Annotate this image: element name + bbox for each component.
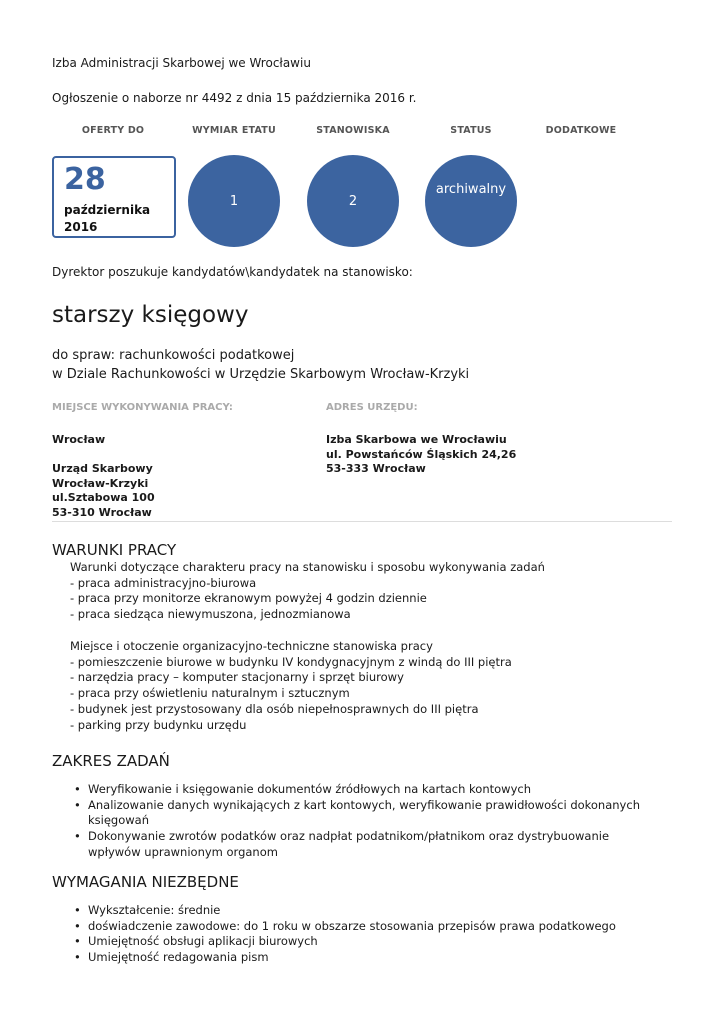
place-address <box>52 462 155 520</box>
header-oferty-do: OFERTY DO <box>81 125 145 136</box>
deadline-month: października <box>64 203 151 217</box>
intro-text: Dyrektor poszukuje kandydatów\kandydatek na stanowisko: <box>52 265 413 279</box>
announcement-title: Ogłoszenie o naborze nr 4492 z dnia 15 października 2016 r. <box>52 91 417 105</box>
divider <box>52 521 672 522</box>
header-wymiar-etatu: WYMIAR ETATU <box>192 125 276 136</box>
warunki-line: Warunki dotyczące charakteru pracy na stanowisku i sposobu wykonywania zadań <box>70 560 545 574</box>
department-line-1: do spraw: rachunkowości podatkowej <box>52 348 295 363</box>
status-circle <box>425 155 517 247</box>
warunki-line: - narzędzia pracy – komputer stacjonarny i sprzęt biurowy <box>70 670 404 685</box>
stanowiska-circle <box>307 155 399 247</box>
section-title-wymagania: WYMAGANIA NIEZBĘDNE <box>52 873 239 891</box>
warunki-line: - pomieszczenie biurowe w budynku IV kondygnacyjnym z windą do III piętra <box>70 654 512 669</box>
list-item: • Umiejętność obsługi aplikacji biurowych <box>74 934 674 950</box>
list-item: • doświadczenie zawodowe: do 1 roku w obszarze stosowania przepisów prawa podatkowego <box>74 919 674 935</box>
department-line-2: w Dziale Rachunkowości w Urzędzie Skarbowym Wrocław-Krzyki <box>52 367 470 382</box>
warunki-line: - praca przy oświetleniu naturalnym i sztucznym <box>70 686 350 701</box>
warunki-block-1 <box>70 560 545 623</box>
address-line: ul. Powstańców Śląskich 24,26 <box>326 447 517 461</box>
office-address <box>326 433 516 477</box>
stanowiska-value: 2 <box>348 193 358 209</box>
deadline-day: 28 <box>64 162 106 197</box>
list-item: • Weryfikowanie i księgowanie dokumentów źródłowych na kartach kontowych <box>74 782 674 798</box>
organization-name: Izba Administracji Skarbowej we Wrocławiu <box>52 56 311 70</box>
list-item: • Wykształcenie: średnie <box>74 903 674 919</box>
warunki-line: Miejsce i otoczenie organizacyjno-techniczne stanowiska pracy <box>70 639 433 653</box>
section-title-zakres: ZAKRES ZADAŃ <box>52 752 170 770</box>
header-status: STATUS <box>450 125 492 136</box>
warunki-line: - parking przy budynku urzędu <box>70 717 247 732</box>
deadline-box <box>52 156 176 238</box>
header-dodatkowe: DODATKOWE <box>545 125 617 136</box>
position-title: starszy księgowy <box>52 302 249 328</box>
list-item: • Dokonywanie zwrotów podatków oraz nadpłat podatnikom/płatnikom oraz dystrybuowanie wpływów uprawnionym organom <box>74 829 648 860</box>
address-line: Izba Skarbowa we Wrocławiu <box>326 433 507 446</box>
section-title-warunki: WARUNKI PRACY <box>52 541 177 559</box>
address-label: ADRES URZĘDU: <box>326 402 418 413</box>
warunki-line: - praca siedząca niewymuszona, jednozmianowa <box>70 607 351 622</box>
deadline-year: 2016 <box>64 220 98 234</box>
warunki-line: - budynek jest przystosowany dla osób niepełnosprawnych do III piętra <box>70 701 479 716</box>
wymagania-list <box>74 903 674 966</box>
status-value: archiwalny <box>435 182 507 197</box>
place-label: MIEJSCE WYKONYWANIA PRACY: <box>52 402 233 413</box>
place-line: Wrocław-Krzyki <box>52 476 149 490</box>
etat-value: 1 <box>229 193 239 209</box>
header-stanowiska: STANOWISKA <box>316 125 390 136</box>
list-item: • Umiejętność redagowania pism <box>74 950 674 966</box>
list-item: • Analizowanie danych wynikających z kart kontowych, weryfikowanie prawidłowości dokonanych księgowań <box>74 798 674 829</box>
warunki-line: - praca przy monitorze ekranowym powyżej 4 godzin dziennie <box>70 591 427 606</box>
address-line: 53-333 Wrocław <box>326 462 426 475</box>
warunki-block-2 <box>70 639 512 733</box>
place-city: Wrocław <box>52 433 106 446</box>
place-line: 53-310 Wrocław <box>52 505 152 519</box>
place-line: ul.Sztabowa 100 <box>52 491 155 504</box>
zakres-list <box>74 782 674 861</box>
warunki-line: - praca administracyjno-biurowa <box>70 575 257 590</box>
etat-circle <box>188 155 280 247</box>
place-line: Urząd Skarbowy <box>52 462 153 475</box>
